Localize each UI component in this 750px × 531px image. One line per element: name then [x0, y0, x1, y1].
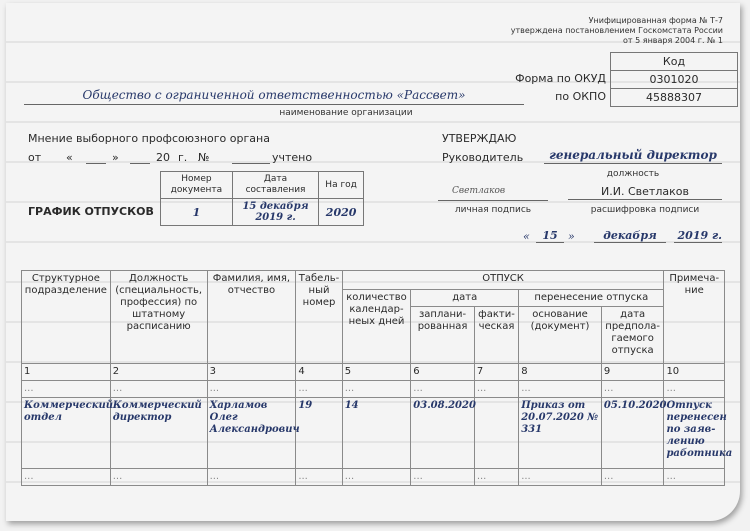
column-number: 5: [342, 364, 411, 381]
header-expected-date: дата предпола-гаемого отпуска: [601, 307, 664, 364]
union-day-field[interactable]: [86, 163, 106, 164]
cell-position[interactable]: Коммерческий директор: [110, 398, 207, 469]
approval-month-field[interactable]: декабря: [594, 229, 666, 243]
ellipsis-cell: ...: [601, 469, 664, 486]
signature-field[interactable]: Светлаков: [438, 186, 548, 201]
header-note: Примеча-ние: [664, 271, 725, 364]
header-tab-number: Табель-ный номер: [296, 271, 342, 364]
ellipsis-cell: ...: [22, 381, 111, 398]
code-header: Код: [611, 53, 738, 71]
form-title: Унифицированная форма № Т-7: [588, 16, 723, 25]
cell-days[interactable]: 14: [342, 398, 411, 469]
cell-department[interactable]: Коммерческий отдел: [22, 398, 111, 469]
ellipsis-cell: ...: [664, 469, 725, 486]
cell-expected-date[interactable]: 05.10.2020: [601, 398, 664, 469]
organization-name[interactable]: Общество с ограниченной ответственностью «Рассвет»: [24, 88, 524, 105]
header-actual: факти-ческая: [474, 307, 518, 364]
column-number: 10: [664, 364, 725, 381]
ellipsis-cell: ...: [207, 381, 296, 398]
header-planned: заплани-рованная: [411, 307, 475, 364]
okpo-label: по ОКПО: [555, 90, 606, 103]
ellipsis-cell: ...: [296, 381, 342, 398]
header-full-name: Фамилия, имя, отчество: [207, 271, 296, 364]
column-numbers-row: [22, 364, 725, 381]
column-number: 9: [601, 364, 664, 381]
approval-day-field[interactable]: 15: [536, 229, 564, 243]
ellipsis-cell: ...: [601, 381, 664, 398]
ellipsis-cell: ...: [474, 381, 518, 398]
column-number: 7: [474, 364, 518, 381]
position-field[interactable]: генеральный директор: [544, 148, 722, 164]
accounted-label: учтено: [272, 151, 313, 164]
column-number: 8: [519, 364, 602, 381]
union-from: от: [28, 151, 42, 164]
number-sign: №: [198, 151, 210, 164]
okpo-value: 45888307: [611, 89, 738, 107]
document-info-table: [160, 171, 364, 226]
doc-date-value: 15 декабря 2019 г.: [232, 199, 318, 226]
cell-tab-number[interactable]: 19: [296, 398, 342, 469]
approved-date: от 5 января 2004 г. № 1: [623, 36, 723, 45]
ellipsis-cell: ...: [110, 381, 207, 398]
approval-title: УТВЕРЖДАЮ: [442, 132, 517, 145]
ellipsis-cell: ...: [411, 469, 475, 486]
header-transfer-group: перенесение отпуска: [519, 290, 664, 307]
cell-full-name[interactable]: Харламов Олег Александрович: [207, 398, 296, 469]
ellipsis-cell: ...: [519, 381, 602, 398]
union-number-field[interactable]: [232, 163, 270, 164]
year-prefix: 20: [156, 151, 170, 164]
header-vacation: ОТПУСК: [342, 271, 664, 290]
header-days: количество календар-неых дней: [342, 290, 411, 364]
doc-year-header: На год: [319, 172, 364, 199]
header-date-group: дата: [411, 290, 519, 307]
year-suffix: г.: [178, 151, 188, 164]
ellipsis-cell: ...: [342, 469, 411, 486]
header-basis: основание (документ): [519, 307, 602, 364]
table-row-ellipsis: [22, 381, 725, 398]
ellipsis-cell: ...: [411, 381, 475, 398]
cell-actual[interactable]: [474, 398, 518, 469]
column-number: 6: [411, 364, 475, 381]
signature-caption: личная подпись: [454, 205, 532, 215]
doc-number-value: 1: [161, 199, 233, 226]
ellipsis-cell: ...: [664, 381, 725, 398]
document-title: ГРАФИК ОТПУСКОВ: [28, 205, 154, 218]
doc-date-header: Дата составления: [232, 172, 318, 199]
codes-table: [610, 52, 738, 107]
header-department: Структурное подразделение: [22, 271, 111, 364]
head-label: Руководитель: [442, 151, 524, 164]
position-caption: должность: [606, 169, 660, 179]
date-close-quote: »: [568, 230, 575, 243]
ellipsis-cell: ...: [110, 469, 207, 486]
vacation-table: [21, 270, 733, 486]
union-month-field[interactable]: [130, 163, 150, 164]
header-position: Должность (специальность, профессия) по штатному расписанию: [110, 271, 207, 364]
organization-caption: наименование организации: [279, 108, 413, 118]
close-quote: »: [112, 151, 119, 164]
date-open-quote: «: [523, 230, 530, 243]
table-row-ellipsis: [22, 469, 725, 486]
union-title: Мнение выборного профсоюзного органа: [28, 132, 270, 145]
doc-number-header: Номер документа: [161, 172, 233, 199]
ellipsis-cell: ...: [474, 469, 518, 486]
table-row: [22, 398, 725, 469]
approval-year-field[interactable]: 2019 г.: [674, 229, 722, 243]
column-number: 2: [110, 364, 207, 381]
cell-basis[interactable]: Приказ от 20.07.2020 № 331: [519, 398, 602, 469]
open-quote: «: [66, 151, 73, 164]
approved-by: утверждена постановлением Госкомстата России: [510, 26, 723, 35]
vacation-schedule-form: [6, 3, 740, 521]
signature-name-field[interactable]: И.И. Светлаков: [568, 185, 722, 200]
ellipsis-cell: ...: [296, 469, 342, 486]
ellipsis-cell: ...: [207, 469, 296, 486]
cell-note[interactable]: Отпуск перенесен по заяв-лению работника: [664, 398, 725, 469]
ellipsis-cell: ...: [519, 469, 602, 486]
okud-value: 0301020: [611, 71, 738, 89]
ellipsis-cell: ...: [22, 469, 111, 486]
name-caption: расшифровка подписи: [590, 205, 700, 215]
column-number: 3: [207, 364, 296, 381]
column-number: 1: [22, 364, 111, 381]
ellipsis-cell: ...: [342, 381, 411, 398]
okud-label: Форма по ОКУД: [515, 72, 606, 85]
cell-planned[interactable]: 03.08.2020: [411, 398, 475, 469]
column-number: 4: [296, 364, 342, 381]
form-header: [511, 16, 723, 46]
doc-year-value: 2020: [319, 199, 364, 226]
